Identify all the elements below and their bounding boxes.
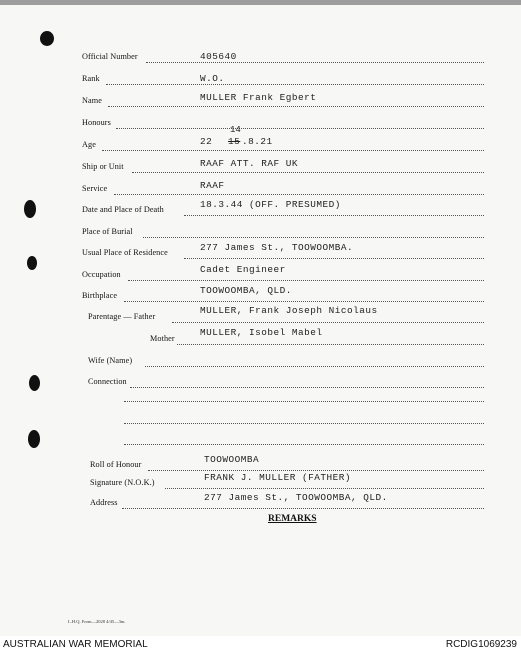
value-occupation: Cadet Engineer: [200, 264, 286, 275]
remarks-heading: REMARKS: [268, 514, 317, 524]
label-address: Address: [90, 498, 118, 507]
value-residence: 277 James St., TOOWOOMBA.: [200, 242, 354, 253]
dots-place-burial: [143, 237, 484, 238]
dots-signature: [165, 488, 484, 489]
value-rank: W.O.: [200, 73, 225, 84]
label-occupation: Occupation: [82, 270, 121, 279]
binder-hole-1: [40, 31, 54, 46]
dots-connection-2: [124, 401, 484, 402]
label-mother: Mother: [150, 334, 175, 343]
dots-birthplace: [124, 301, 484, 302]
dots-roll-of-honour: [148, 470, 484, 471]
value-official-number: 405640: [200, 51, 237, 62]
label-name: Name: [82, 96, 102, 105]
label-father: Parentage — Father: [88, 312, 156, 321]
dots-mother: [177, 344, 484, 345]
print-code: L.H.Q. Form—2028 4/45—3m.: [68, 619, 126, 624]
value-age-correction: 14: [230, 125, 241, 135]
value-mother: MULLER, Isobel Mabel: [200, 327, 323, 338]
dots-ship-or-unit: [132, 172, 484, 173]
dots-name: [108, 106, 484, 107]
dots-wife: [145, 366, 484, 367]
label-wife: Wife (Name): [88, 356, 133, 365]
label-ship-or-unit: Ship or Unit: [82, 162, 124, 171]
binder-hole-3: [27, 256, 37, 270]
value-birthplace: TOOWOOMBA, QLD.: [200, 285, 292, 296]
value-signature: FRANK J. MULLER (FATHER): [204, 472, 352, 483]
dots-occupation: [128, 280, 484, 281]
value-name: MULLER Frank Egbert: [200, 92, 317, 103]
binder-hole-2: [24, 200, 36, 218]
label-roll-of-honour: Roll of Honour: [90, 460, 142, 469]
label-place-burial: Place of Burial: [82, 227, 133, 236]
label-birthplace: Birthplace: [82, 291, 118, 300]
value-age: 22: [200, 136, 213, 147]
value-service: RAAF: [200, 180, 225, 191]
dots-age: [102, 150, 484, 151]
dots-father: [172, 322, 484, 323]
dots-connection-1: [130, 387, 484, 388]
label-residence: Usual Place of Residence: [82, 248, 168, 257]
footer-record-id: RCDIG1069239: [445, 639, 517, 650]
label-date-place-death: Date and Place of Death: [82, 205, 164, 214]
value-father: MULLER, Frank Joseph Nicolaus: [200, 305, 378, 316]
value-age-struck: 15: [228, 136, 241, 147]
label-honours: Honours: [82, 118, 111, 127]
dots-residence: [184, 258, 484, 259]
footer-source: AUSTRALIAN WAR MEMORIAL: [3, 639, 148, 650]
dots-date-place-death: [184, 215, 484, 216]
value-date-place-death: 18.3.44 (OFF. PRESUMED): [200, 199, 341, 210]
binder-hole-5: [28, 430, 40, 448]
dots-address: [122, 508, 484, 509]
footer-bar: [0, 636, 521, 654]
binder-hole-4: [29, 375, 40, 391]
label-connection: Connection: [88, 377, 127, 386]
dots-connection-4: [124, 444, 484, 445]
value-address: 277 James St., TOOWOOMBA, QLD.: [204, 492, 388, 503]
dots-honours: [116, 128, 484, 129]
dots-connection-3: [124, 423, 484, 424]
label-age: Age: [82, 140, 96, 149]
value-age-rest: .8.21: [242, 136, 273, 147]
value-ship-or-unit: RAAF ATT. RAF UK: [200, 158, 299, 169]
label-signature: Signature (N.O.K.): [90, 478, 155, 487]
value-roll-of-honour: TOOWOOMBA: [204, 454, 260, 465]
scan-top-edge: [0, 0, 521, 5]
dots-service: [114, 194, 484, 195]
dots-rank: [106, 84, 484, 85]
label-rank: Rank: [82, 74, 100, 83]
dots-official-number: [146, 62, 484, 63]
label-service: Service: [82, 184, 108, 193]
label-official-number: Official Number: [82, 52, 138, 61]
